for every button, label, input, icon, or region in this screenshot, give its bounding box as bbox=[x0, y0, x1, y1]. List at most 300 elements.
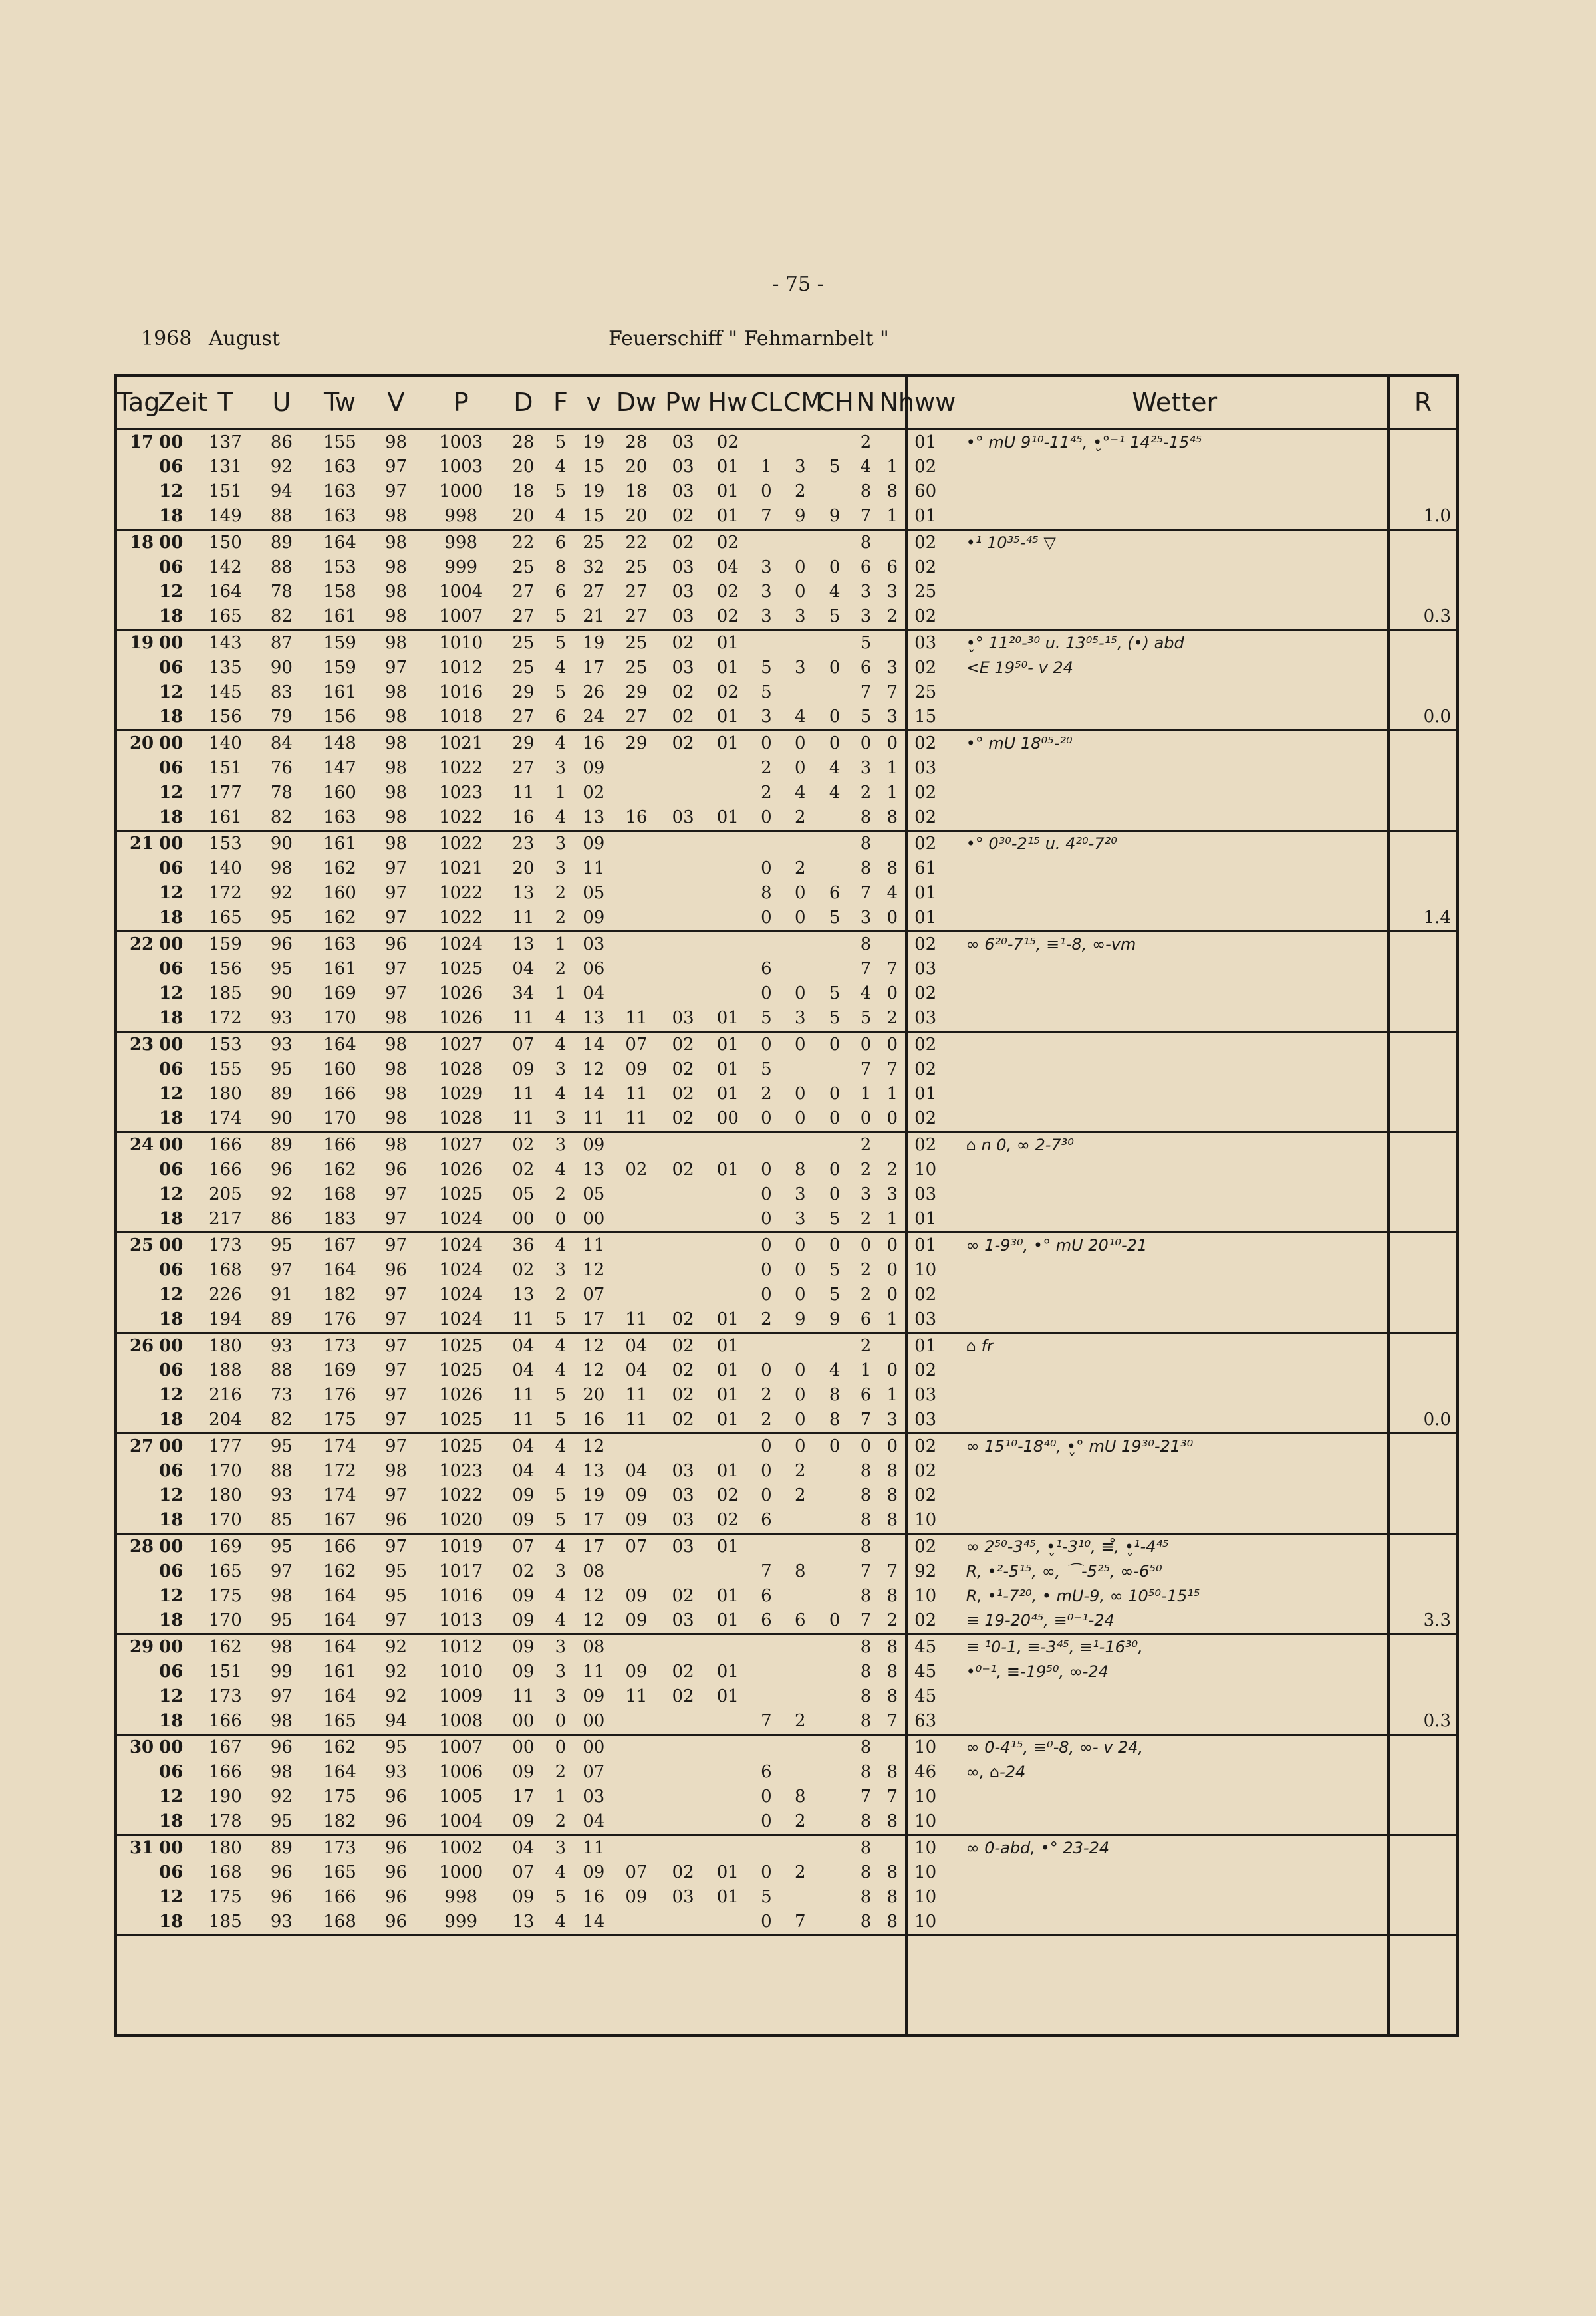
day-cell bbox=[116, 1760, 158, 1785]
cell-pw bbox=[660, 957, 706, 981]
cell-n: 6 bbox=[860, 1309, 872, 1329]
cell-zeit: 18 bbox=[159, 1912, 184, 1932]
cell-cm: 2 bbox=[795, 481, 806, 501]
cell-p: 1019 bbox=[422, 1534, 500, 1560]
cell-dw: 11 bbox=[625, 1385, 648, 1405]
cell-ww: 46 bbox=[906, 1760, 962, 1785]
cell-cl: 5 bbox=[761, 658, 772, 678]
cell-zeit: 06 bbox=[159, 1360, 184, 1380]
cell-wetter bbox=[962, 1032, 1389, 1058]
column-header-ww: ww bbox=[906, 376, 962, 429]
cell-v: 08 bbox=[575, 1634, 612, 1660]
cell-p: 1022 bbox=[439, 807, 483, 827]
day-cell bbox=[116, 705, 158, 731]
cell-wetter: ∞ 0-abd, •° 23-24 bbox=[962, 1835, 1389, 1861]
cell-p: 1007 bbox=[422, 1735, 500, 1761]
cell-pw bbox=[660, 1434, 706, 1460]
cell-ww: 10 bbox=[906, 1584, 962, 1608]
cell-ww: 92 bbox=[906, 1559, 962, 1584]
cell-pw bbox=[660, 856, 706, 881]
cell-ch: 0 bbox=[817, 1032, 853, 1058]
cell-cl bbox=[749, 1735, 783, 1761]
cell-v: 98 bbox=[384, 1461, 408, 1481]
cell-f: 5 bbox=[547, 429, 575, 455]
cell-wetter: R, •¹-7²⁰, • mU-9, ∞ 10⁵⁰-15¹⁵ bbox=[966, 1587, 1200, 1605]
cell-v: 98 bbox=[384, 582, 408, 602]
table-row bbox=[116, 479, 1458, 504]
table-row bbox=[116, 656, 1458, 680]
cell-n: 8 bbox=[860, 1887, 872, 1907]
cell-v: 98 bbox=[370, 1132, 422, 1158]
cell-pw bbox=[660, 1182, 706, 1207]
cell-v: 96 bbox=[384, 1260, 408, 1280]
cell-u: 88 bbox=[270, 1461, 293, 1481]
cell-hw bbox=[706, 1835, 749, 1861]
cell-dw: 27 bbox=[625, 707, 648, 727]
cell-cm bbox=[783, 1508, 817, 1534]
day-cell: 20 bbox=[116, 731, 158, 757]
cell-ch: 5 bbox=[829, 908, 841, 928]
cell-d: 28 bbox=[500, 429, 546, 455]
cell-cm: 2 bbox=[795, 1863, 806, 1882]
cell-u: 82 bbox=[270, 1410, 293, 1430]
cell-u: 90 bbox=[254, 831, 309, 857]
cell-r bbox=[1389, 1258, 1458, 1283]
cell-p: 1021 bbox=[439, 858, 483, 878]
cell-tw: 170 bbox=[323, 1108, 356, 1128]
cell-cm bbox=[783, 1660, 817, 1684]
table-row bbox=[116, 1383, 1458, 1408]
cell-wetter bbox=[962, 1307, 1389, 1333]
day-cell bbox=[116, 479, 158, 504]
cell-r bbox=[1389, 1534, 1458, 1560]
cell-f: 6 bbox=[555, 707, 567, 727]
cell-n: 8 bbox=[853, 1534, 880, 1560]
cell-hw bbox=[706, 1207, 749, 1233]
cell-n: 7 bbox=[860, 1561, 872, 1581]
cell-u: 90 bbox=[270, 983, 293, 1003]
cell-hw: 02 bbox=[706, 530, 749, 556]
cell-hw: 01 bbox=[716, 1059, 739, 1079]
cell-wetter bbox=[962, 1408, 1389, 1434]
cell-wetter bbox=[962, 705, 1389, 731]
cell-dw bbox=[612, 1132, 660, 1158]
cell-u: 92 bbox=[270, 1184, 293, 1204]
cell-cm bbox=[783, 1760, 817, 1785]
cell-tw: 174 bbox=[309, 1434, 370, 1460]
cell-f: 4 bbox=[547, 1333, 575, 1359]
cell-r bbox=[1389, 555, 1458, 580]
cell-cl: 0 bbox=[761, 1184, 772, 1204]
cell-cm: 2 bbox=[795, 858, 806, 878]
cell-dw: 29 bbox=[612, 731, 660, 757]
cell-hw: 00 bbox=[716, 1108, 739, 1128]
cell-tw: 162 bbox=[323, 908, 356, 928]
cell-nh: 8 bbox=[886, 1461, 898, 1481]
cell-v: 93 bbox=[384, 1762, 408, 1782]
cell-tw: 162 bbox=[323, 858, 356, 878]
cell-r bbox=[1389, 1158, 1458, 1182]
cell-cm: 3 bbox=[795, 1008, 806, 1028]
cell-n: 8 bbox=[860, 807, 872, 827]
cell-cm: 2 bbox=[795, 1811, 806, 1831]
cell-f: 4 bbox=[555, 807, 567, 827]
cell-d: 04 bbox=[512, 1360, 535, 1380]
cell-v: 07 bbox=[583, 1762, 605, 1782]
cell-p: 1004 bbox=[439, 1811, 483, 1831]
cell-d: 27 bbox=[512, 758, 535, 778]
cell-ch: 5 bbox=[829, 1260, 841, 1280]
cell-n: 7 bbox=[860, 1610, 872, 1630]
cell-t: 170 bbox=[209, 1610, 242, 1630]
cell-hw bbox=[706, 957, 749, 981]
cell-dw bbox=[612, 831, 660, 857]
cell-zeit: 06 bbox=[159, 1160, 184, 1180]
cell-p: 1026 bbox=[439, 1385, 483, 1405]
cell-nh bbox=[879, 1835, 906, 1861]
cell-ch bbox=[817, 429, 853, 455]
cell-t: 180 bbox=[197, 1333, 254, 1359]
day-cell: 27 bbox=[116, 1434, 158, 1460]
cell-u: 88 bbox=[270, 1360, 293, 1380]
cell-hw: 01 bbox=[716, 1461, 739, 1481]
cell-ch bbox=[817, 1861, 853, 1885]
cell-tw: 147 bbox=[323, 758, 356, 778]
cell-v: 98 bbox=[384, 682, 408, 702]
table-row bbox=[116, 1684, 1458, 1709]
cell-p: 1017 bbox=[439, 1561, 483, 1581]
cell-ww: 02 bbox=[906, 1283, 962, 1307]
cell-hw bbox=[706, 1182, 749, 1207]
cell-dw: 09 bbox=[625, 1586, 648, 1606]
cell-nh: 3 bbox=[886, 1184, 898, 1204]
cell-ww: 01 bbox=[906, 1082, 962, 1106]
cell-ch: 5 bbox=[829, 1209, 841, 1229]
cell-f: 3 bbox=[547, 831, 575, 857]
cell-ww: 01 bbox=[906, 1333, 962, 1359]
cell-nh: 8 bbox=[886, 1510, 898, 1530]
cell-p: 1027 bbox=[422, 1032, 500, 1058]
cell-pw bbox=[660, 781, 706, 805]
day-cell: 23 bbox=[116, 1032, 158, 1058]
cell-r: 3.3 bbox=[1389, 1608, 1458, 1634]
cell-p: 1020 bbox=[439, 1510, 483, 1530]
cell-d: 11 bbox=[512, 1084, 535, 1104]
table-row bbox=[116, 1307, 1458, 1333]
cell-cl: 0 bbox=[761, 1285, 772, 1305]
cell-u: 78 bbox=[270, 582, 293, 602]
table-row bbox=[116, 1434, 1458, 1460]
cell-pw: 03 bbox=[672, 606, 694, 626]
weather-log-table bbox=[114, 374, 1459, 2037]
cell-ch: 0 bbox=[829, 658, 841, 678]
day-cell bbox=[116, 656, 158, 680]
cell-dw: 04 bbox=[625, 1360, 648, 1380]
blank-cell bbox=[660, 1936, 706, 2036]
cell-n: 3 bbox=[860, 758, 872, 778]
cell-hw bbox=[706, 856, 749, 881]
cell-t: 177 bbox=[197, 1434, 254, 1460]
cell-wetter: •° mU 9¹⁰-11⁴⁵, •̬°⁻¹ 14²⁵-15⁴⁵ bbox=[962, 429, 1389, 455]
cell-r bbox=[1389, 1634, 1458, 1660]
cell-hw: 01 bbox=[716, 1887, 739, 1907]
cell-t: 165 bbox=[209, 606, 242, 626]
cell-n: 2 bbox=[860, 783, 872, 803]
cell-v: 11 bbox=[583, 1662, 605, 1682]
cell-v: 98 bbox=[384, 557, 408, 577]
cell-dw: 25 bbox=[625, 658, 648, 678]
cell-hw: 01 bbox=[716, 1385, 739, 1405]
cell-hw: 01 bbox=[706, 731, 749, 757]
table-row bbox=[116, 680, 1458, 705]
table-row bbox=[116, 705, 1458, 731]
cell-d: 07 bbox=[500, 1032, 546, 1058]
cell-u: 95 bbox=[270, 908, 293, 928]
header-date bbox=[141, 327, 280, 350]
cell-ch: 5 bbox=[829, 983, 841, 1003]
cell-p: 1008 bbox=[439, 1711, 483, 1731]
cell-tw: 175 bbox=[323, 1787, 356, 1807]
cell-cm bbox=[783, 957, 817, 981]
cell-nh: 3 bbox=[886, 658, 898, 678]
day-cell: 17 bbox=[116, 429, 158, 455]
cell-r bbox=[1389, 1584, 1458, 1608]
cell-dw: 11 bbox=[625, 1309, 648, 1329]
cell-cl bbox=[749, 1835, 783, 1861]
cell-v: 00 bbox=[583, 1209, 605, 1229]
cell-tw: 174 bbox=[323, 1485, 356, 1505]
cell-pw bbox=[660, 1809, 706, 1835]
cell-cm: 3 bbox=[795, 1184, 806, 1204]
cell-cl: 0 bbox=[761, 1260, 772, 1280]
cell-v: 97 bbox=[370, 1233, 422, 1259]
cell-p: 1026 bbox=[439, 1160, 483, 1180]
cell-p: 1006 bbox=[439, 1762, 483, 1782]
cell-hw: 02 bbox=[716, 606, 739, 626]
cell-hw bbox=[706, 1634, 749, 1660]
cell-pw: 02 bbox=[672, 1360, 694, 1380]
table-row bbox=[116, 1534, 1458, 1560]
table-row bbox=[116, 1861, 1458, 1885]
table-row bbox=[116, 1032, 1458, 1058]
cell-n: 1 bbox=[860, 1084, 872, 1104]
cell-f: 4 bbox=[555, 1610, 567, 1630]
cell-zeit: 12 bbox=[159, 1887, 184, 1907]
cell-v: 16 bbox=[583, 1410, 605, 1430]
cell-tw: 169 bbox=[323, 1360, 356, 1380]
cell-ch bbox=[817, 1885, 853, 1910]
cell-p: 1022 bbox=[422, 831, 500, 857]
cell-wetter bbox=[962, 1158, 1389, 1182]
cell-v: 97 bbox=[384, 1360, 408, 1380]
cell-t: 150 bbox=[197, 530, 254, 556]
cell-dw bbox=[612, 1634, 660, 1660]
cell-nh: 1 bbox=[886, 1385, 898, 1405]
cell-u: 95 bbox=[254, 1434, 309, 1460]
cell-pw: 02 bbox=[672, 506, 694, 526]
cell-wetter bbox=[962, 604, 1389, 630]
column-header-row bbox=[116, 376, 1458, 429]
cell-cm bbox=[783, 1534, 817, 1560]
cell-d: 20 bbox=[512, 457, 535, 477]
cell-t: 151 bbox=[209, 1662, 242, 1682]
cell-p: 1028 bbox=[439, 1059, 483, 1079]
cell-n: 8 bbox=[853, 831, 880, 857]
table-row bbox=[116, 1835, 1458, 1861]
cell-v: 92 bbox=[384, 1686, 408, 1706]
cell-v: 98 bbox=[384, 1008, 408, 1028]
cell-d: 25 bbox=[512, 658, 535, 678]
cell-dw: 27 bbox=[625, 606, 648, 626]
cell-u: 95 bbox=[270, 1811, 293, 1831]
cell-tw: 173 bbox=[309, 1835, 370, 1861]
cell-t: 145 bbox=[209, 682, 242, 702]
cell-ch: 5 bbox=[829, 1285, 841, 1305]
cell-zeit: 06 bbox=[159, 1762, 184, 1782]
cell-t: 204 bbox=[209, 1410, 242, 1430]
cell-d: 02 bbox=[500, 1132, 546, 1158]
day-cell bbox=[116, 1885, 158, 1910]
day-cell bbox=[116, 504, 158, 530]
cell-r bbox=[1389, 455, 1458, 479]
cell-v: 09 bbox=[583, 758, 605, 778]
cell-ch bbox=[817, 957, 853, 981]
cell-tw: 164 bbox=[323, 1586, 356, 1606]
cell-nh: 0 bbox=[879, 1032, 906, 1058]
cell-ww: 03 bbox=[906, 1307, 962, 1333]
cell-cm bbox=[783, 1057, 817, 1082]
column-header-d: D bbox=[500, 376, 546, 429]
cell-cl: 5 bbox=[761, 682, 772, 702]
cell-n: 8 bbox=[860, 1510, 872, 1530]
day-cell: 22 bbox=[116, 932, 158, 958]
cell-f: 4 bbox=[555, 1461, 567, 1481]
cell-f: 5 bbox=[555, 1309, 567, 1329]
cell-ch bbox=[817, 1835, 853, 1861]
cell-n: 8 bbox=[853, 1735, 880, 1761]
cell-hw: 01 bbox=[716, 1309, 739, 1329]
column-header-wetter: Wetter bbox=[962, 376, 1389, 429]
cell-n: 6 bbox=[860, 1385, 872, 1405]
cell-tw: 163 bbox=[323, 457, 356, 477]
cell-nh: 7 bbox=[886, 1059, 898, 1079]
cell-d: 04 bbox=[512, 959, 535, 979]
day-cell bbox=[116, 555, 158, 580]
cell-nh: 7 bbox=[886, 1711, 898, 1731]
cell-nh: 3 bbox=[886, 707, 898, 727]
cell-cl: 0 bbox=[761, 1485, 772, 1505]
cell-r bbox=[1389, 1006, 1458, 1032]
cell-hw: 01 bbox=[716, 807, 739, 827]
cell-cm: 0 bbox=[795, 908, 806, 928]
cell-wetter bbox=[962, 1508, 1389, 1534]
day-cell bbox=[116, 1106, 158, 1132]
cell-t: 166 bbox=[209, 1711, 242, 1731]
cell-wetter: <E 19⁵⁰- v 24 bbox=[966, 658, 1073, 677]
cell-wetter bbox=[962, 580, 1389, 604]
cell-ww: 45 bbox=[906, 1684, 962, 1709]
cell-v: 97 bbox=[384, 1184, 408, 1204]
cell-t: 169 bbox=[197, 1534, 254, 1560]
cell-n: 8 bbox=[853, 1634, 880, 1660]
cell-wetter bbox=[962, 1483, 1389, 1508]
cell-ww: 45 bbox=[906, 1634, 962, 1660]
cell-ww: 01 bbox=[906, 881, 962, 906]
cell-dw bbox=[612, 932, 660, 958]
cell-dw bbox=[612, 1760, 660, 1785]
cell-f: 4 bbox=[555, 1084, 567, 1104]
cell-zeit: 00 bbox=[158, 530, 197, 556]
cell-d: 34 bbox=[512, 983, 535, 1003]
cell-cl: 0 bbox=[761, 1787, 772, 1807]
cell-r bbox=[1389, 957, 1458, 981]
cell-n: 8 bbox=[860, 1762, 872, 1782]
cell-u: 88 bbox=[270, 557, 293, 577]
cell-d: 04 bbox=[500, 1434, 546, 1460]
column-header-pw: Pw bbox=[660, 376, 706, 429]
day-cell bbox=[116, 1207, 158, 1233]
cell-v: 14 bbox=[575, 1032, 612, 1058]
cell-pw: 02 bbox=[672, 1385, 694, 1405]
cell-ww: 02 bbox=[906, 1434, 962, 1460]
cell-cl: 1 bbox=[761, 457, 772, 477]
cell-dw: 28 bbox=[612, 429, 660, 455]
cell-ch bbox=[817, 530, 853, 556]
cell-n: 8 bbox=[853, 530, 880, 556]
cell-cl: 0 bbox=[761, 1209, 772, 1229]
cell-t: 156 bbox=[209, 707, 242, 727]
column-header-n: N bbox=[853, 376, 880, 429]
cell-dw: 25 bbox=[612, 630, 660, 656]
cell-pw: 03 bbox=[672, 1510, 694, 1530]
cell-f: 2 bbox=[555, 883, 567, 903]
header-month: August bbox=[208, 327, 280, 350]
cell-r bbox=[1389, 1910, 1458, 1936]
cell-ch bbox=[817, 805, 853, 831]
cell-hw: 01 bbox=[716, 457, 739, 477]
cell-pw: 02 bbox=[660, 1032, 706, 1058]
cell-ww: 02 bbox=[906, 1608, 962, 1634]
cell-t: 156 bbox=[209, 959, 242, 979]
table-row bbox=[116, 455, 1458, 479]
cell-v: 19 bbox=[575, 429, 612, 455]
cell-zeit: 00 bbox=[158, 731, 197, 757]
cell-wetter bbox=[962, 504, 1389, 530]
cell-nh: 2 bbox=[886, 1610, 898, 1630]
cell-cm: 0 bbox=[795, 883, 806, 903]
cell-cm: 0 bbox=[795, 1260, 806, 1280]
cell-u: 93 bbox=[270, 1008, 293, 1028]
cell-u: 95 bbox=[254, 1534, 309, 1560]
table-row bbox=[116, 856, 1458, 881]
cell-pw: 02 bbox=[672, 1084, 694, 1104]
cell-zeit: 18 bbox=[159, 506, 184, 526]
column-header-t: T bbox=[197, 376, 254, 429]
cell-cm: 0 bbox=[783, 1233, 817, 1259]
cell-n: 3 bbox=[860, 582, 872, 602]
table-row bbox=[116, 604, 1458, 630]
cell-tw: 165 bbox=[323, 1711, 356, 1731]
cell-t: 180 bbox=[209, 1084, 242, 1104]
cell-cl: 8 bbox=[761, 883, 772, 903]
cell-zeit: 00 bbox=[158, 831, 197, 857]
cell-nh: 0 bbox=[886, 1260, 898, 1280]
cell-ch: 9 bbox=[829, 1309, 841, 1329]
cell-ww: 01 bbox=[906, 906, 962, 932]
day-cell bbox=[116, 1861, 158, 1885]
cell-tw: 159 bbox=[309, 630, 370, 656]
cell-v: 96 bbox=[384, 1787, 408, 1807]
